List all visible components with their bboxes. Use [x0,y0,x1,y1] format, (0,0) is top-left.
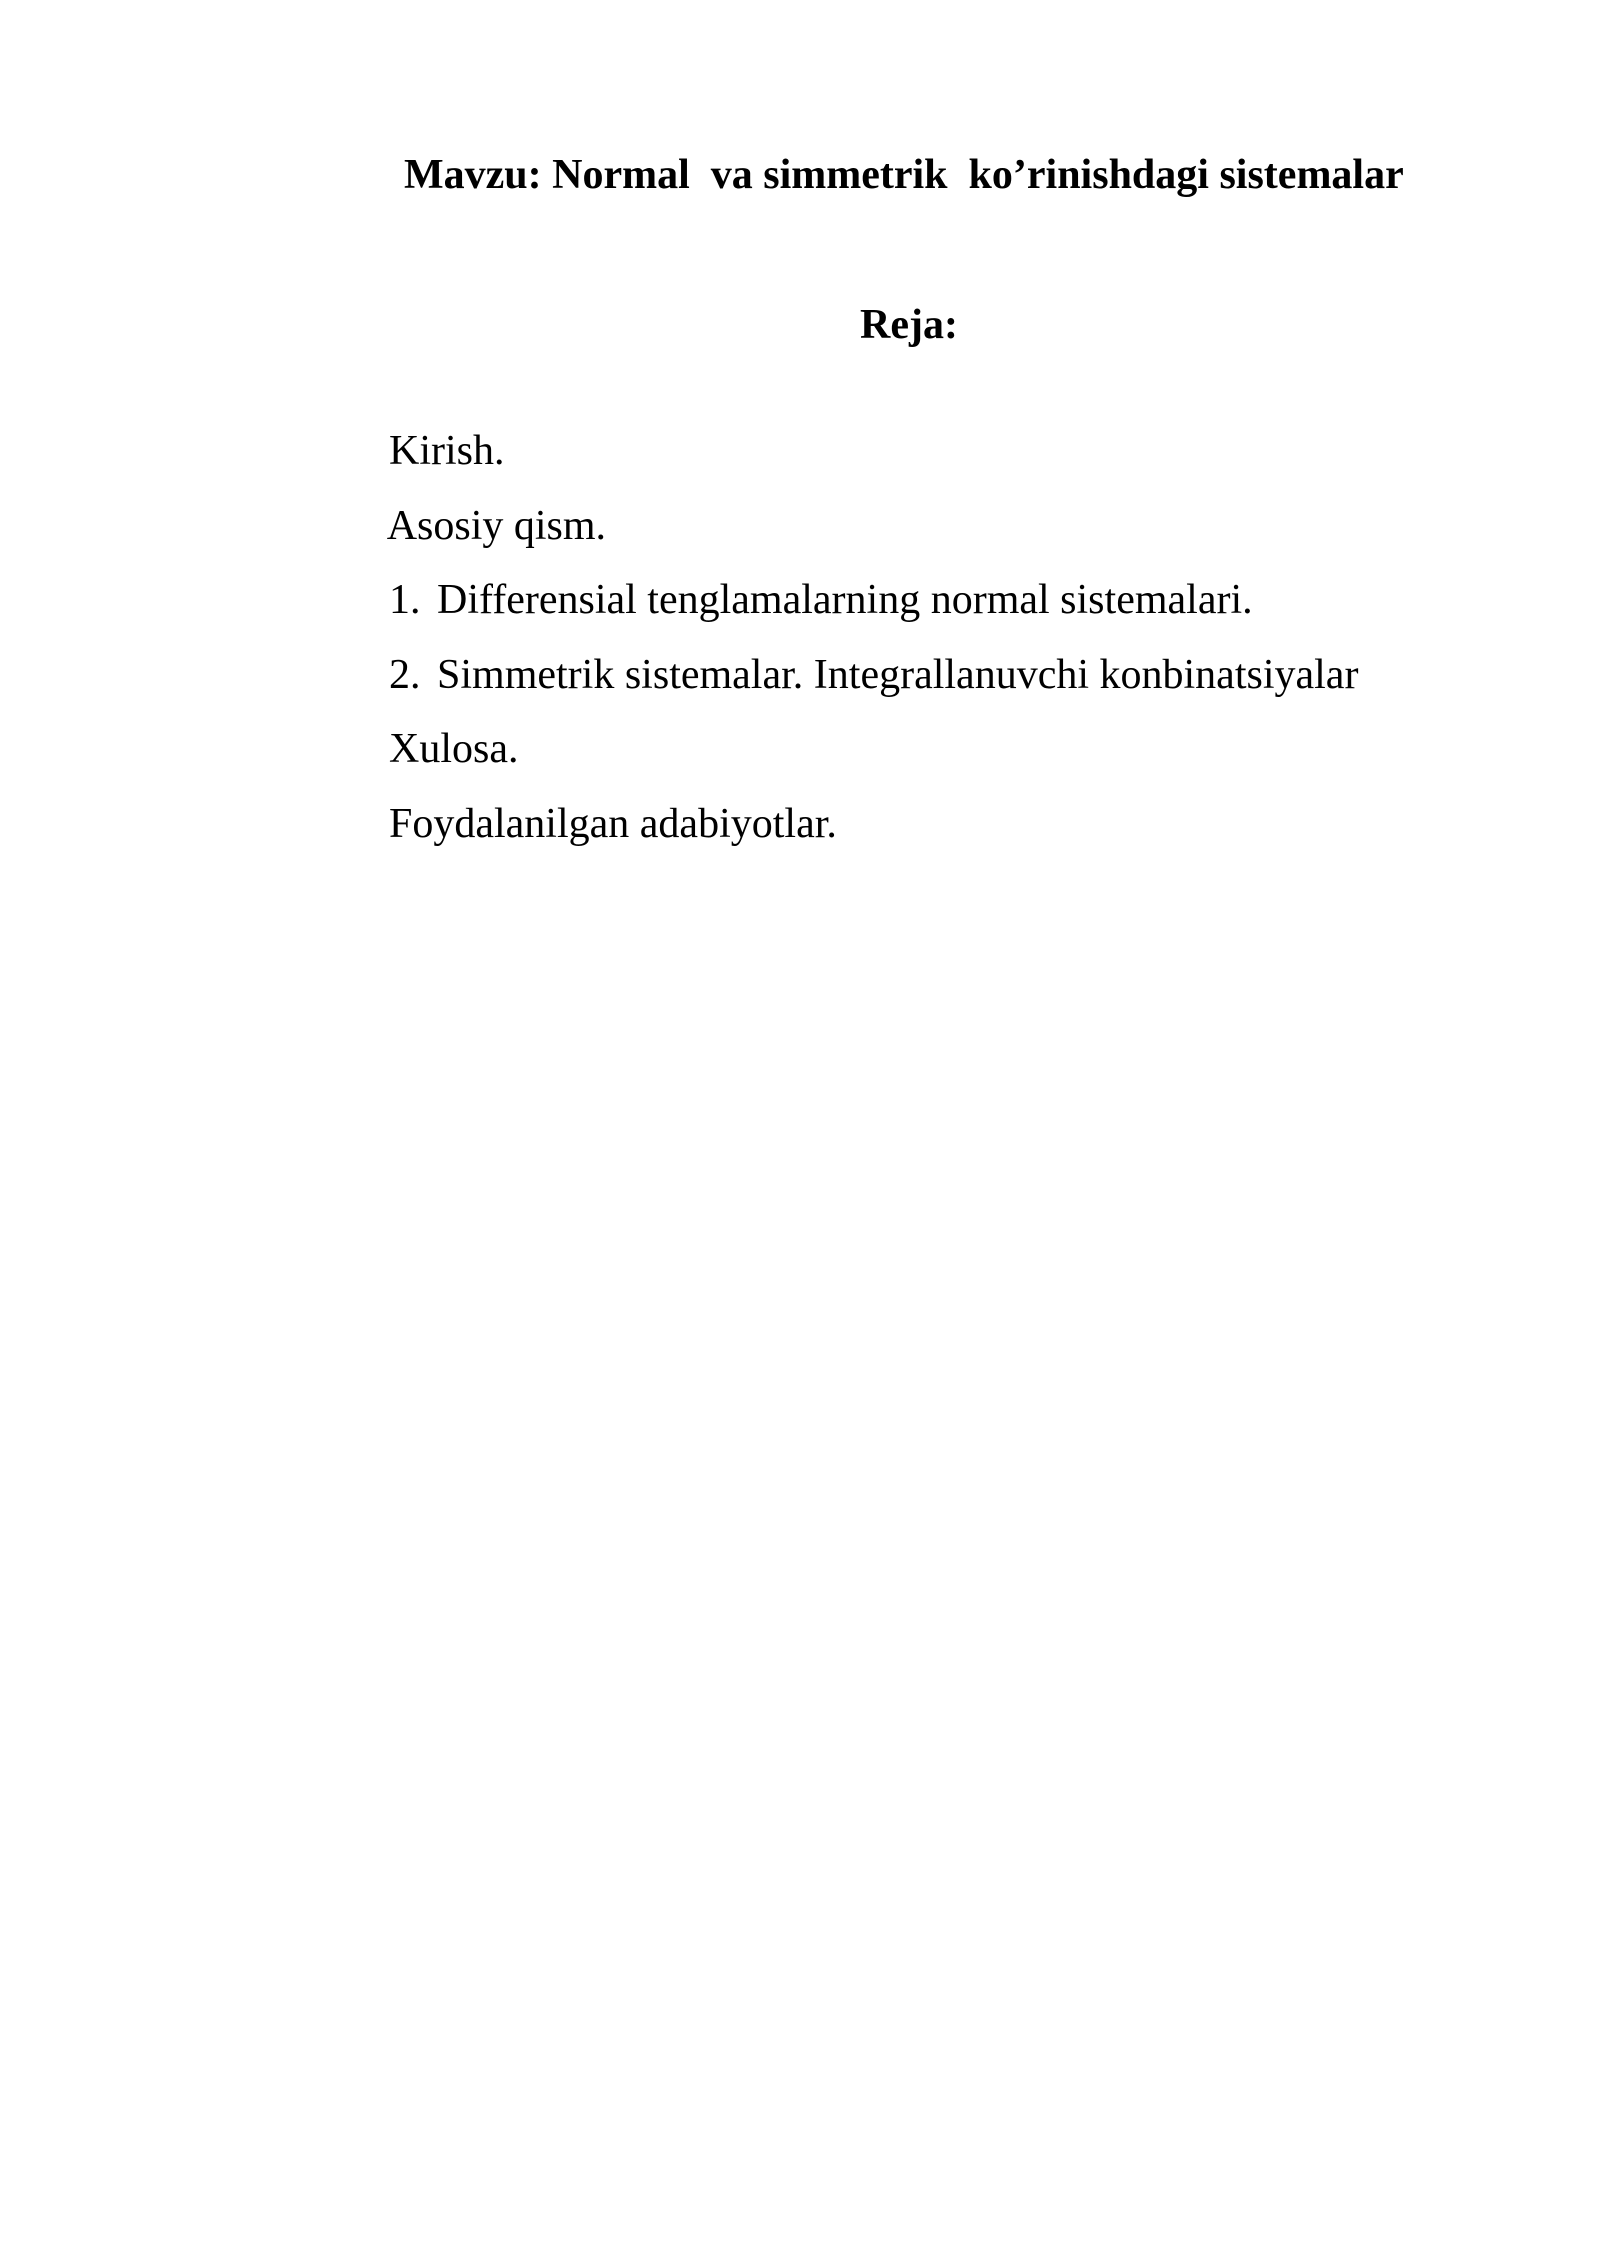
plan-item-text: Simmetrik sistemalar. Integrallanuvchi konbinatsiyalar [437,651,1359,698]
plan-item-text: Kirish. [389,428,505,474]
plan-item-text: Foydalanilgan adabiyotlar. [389,800,837,847]
plan-item-text: Xulosa. [389,726,519,772]
document-title: Mavzu: Normal va simmetrik ko’rinishdagi sistemalar [404,152,1404,198]
plan-item-introduction [326,376,1358,474]
plan-item-text: Asosiy qism. [386,502,607,549]
plan-item-number: 1. [389,577,421,623]
plan-item-number: 2. [389,651,421,698]
plan-item-text: Differensial tenglamalarning normal sistemalari. [437,577,1253,623]
plan-heading: Reja: [860,302,958,348]
plan-list [326,376,1359,847]
